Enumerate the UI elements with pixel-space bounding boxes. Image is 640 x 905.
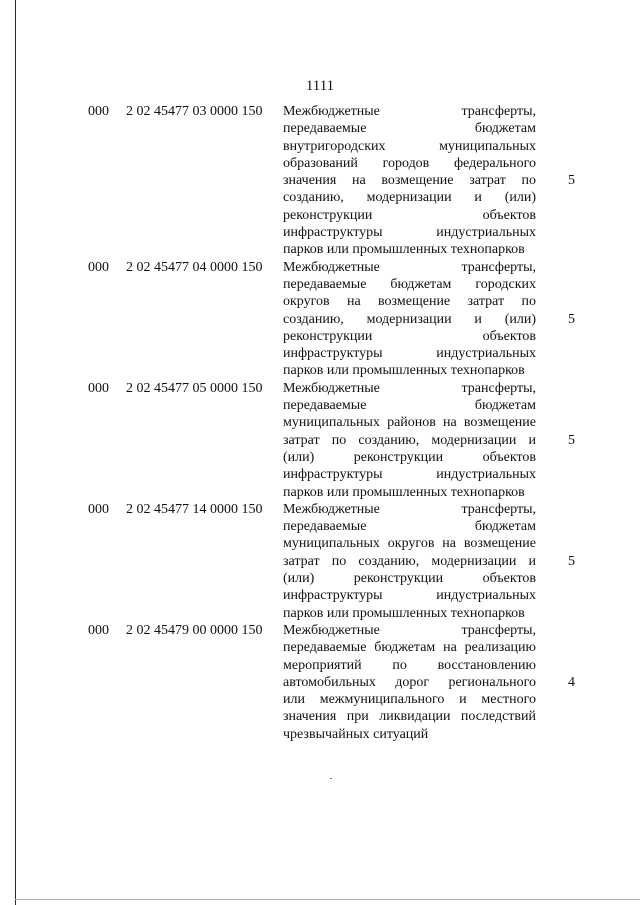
description-line: муниципальных районов на возмещение <box>283 415 536 431</box>
description-line: инфраструктуры индустриальных <box>283 588 536 604</box>
description-line: значения на возмещение затрат по <box>283 173 536 189</box>
description-line: чрезвычайных ситуаций <box>283 726 429 742</box>
description-cell <box>283 622 536 743</box>
description-line: (или) реконструкции объектов <box>283 449 536 465</box>
description-line: реконструкции объектов <box>283 207 536 223</box>
table-row <box>0 380 640 501</box>
description-line: реконструкции объектов <box>283 328 536 344</box>
description-line: (или) реконструкции объектов <box>283 571 536 587</box>
description-line: парков или промышленных технопарков <box>283 605 525 621</box>
description-cell <box>283 380 536 501</box>
table-row <box>0 259 640 380</box>
description-line: образований городов федерального <box>283 155 536 171</box>
description-line: передаваемые бюджетам <box>283 121 536 137</box>
description-line: мероприятий по восстановлению <box>283 657 536 673</box>
description-line: округов на возмещение затрат по <box>283 294 536 310</box>
admin-code-cell: 000 <box>88 622 109 638</box>
description-line: муниципальных округов на возмещение <box>283 536 536 552</box>
description-line: передаваемые бюджетам городских <box>283 276 536 292</box>
admin-code-cell: 000 <box>88 259 109 275</box>
description-line: парков или промышленных технопарков <box>283 484 525 500</box>
description-cell <box>283 259 536 380</box>
amount-cell: 5 <box>568 311 575 327</box>
amount-cell: 5 <box>568 173 575 189</box>
kbk-code-cell: 2 02 45477 05 0000 150 <box>126 380 263 396</box>
description-line: затрат по созданию, модернизации и <box>283 432 536 448</box>
table-row <box>0 103 640 259</box>
description-line: парков или промышленных технопарков <box>283 363 525 379</box>
description-line: созданию, модернизации и (или) <box>283 190 536 206</box>
description-line: Межбюджетные трансферты, <box>283 380 536 396</box>
kbk-code-cell: 2 02 45477 03 0000 150 <box>126 104 263 119</box>
description-line: Межбюджетные трансферты, <box>283 259 536 275</box>
kbk-code-cell: 2 02 45479 00 0000 150 <box>126 622 263 638</box>
budget-classification-table <box>0 103 640 743</box>
kbk-code-cell: 2 02 45477 14 0000 150 <box>126 501 263 517</box>
description-line: затрат по созданию, модернизации и <box>283 553 536 569</box>
description-line: значения при ликвидации последствий <box>283 709 536 725</box>
description-line: внутригородских муниципальных <box>283 138 536 154</box>
description-line: Межбюджетные трансферты, <box>283 622 536 638</box>
table-row <box>0 501 640 622</box>
admin-code-cell: 000 <box>88 104 109 119</box>
page-number: 1111 <box>305 78 335 94</box>
description-line: Межбюджетные трансферты, <box>283 104 536 119</box>
description-line: Межбюджетные трансферты, <box>283 501 536 517</box>
kbk-code-cell: 2 02 45477 04 0000 150 <box>126 259 263 275</box>
description-cell <box>283 103 536 259</box>
description-line: передаваемые бюджетам <box>283 398 536 414</box>
amount-cell: 5 <box>568 432 575 448</box>
table-row <box>0 622 640 743</box>
description-line: инфраструктуры индустриальных <box>283 225 536 241</box>
description-line: или межмуниципального и местного <box>283 692 536 708</box>
amount-cell: 4 <box>568 674 575 690</box>
description-line: созданию, модернизации и (или) <box>283 311 536 327</box>
description-line: передаваемые бюджетам на реализацию <box>283 640 536 656</box>
description-line: инфраструктуры индустриальных <box>283 346 536 362</box>
description-line: автомобильных дорог регионального <box>283 674 536 690</box>
scan-speck <box>330 778 332 779</box>
amount-cell: 5 <box>568 553 575 569</box>
page-bottom-edge <box>15 899 640 900</box>
admin-code-cell: 000 <box>88 501 109 517</box>
admin-code-cell: 000 <box>88 380 109 396</box>
description-line: передаваемые бюджетам <box>283 519 536 535</box>
description-line: парков или промышленных технопарков <box>283 242 525 258</box>
description-line: инфраструктуры индустриальных <box>283 467 536 483</box>
description-cell <box>283 501 536 622</box>
